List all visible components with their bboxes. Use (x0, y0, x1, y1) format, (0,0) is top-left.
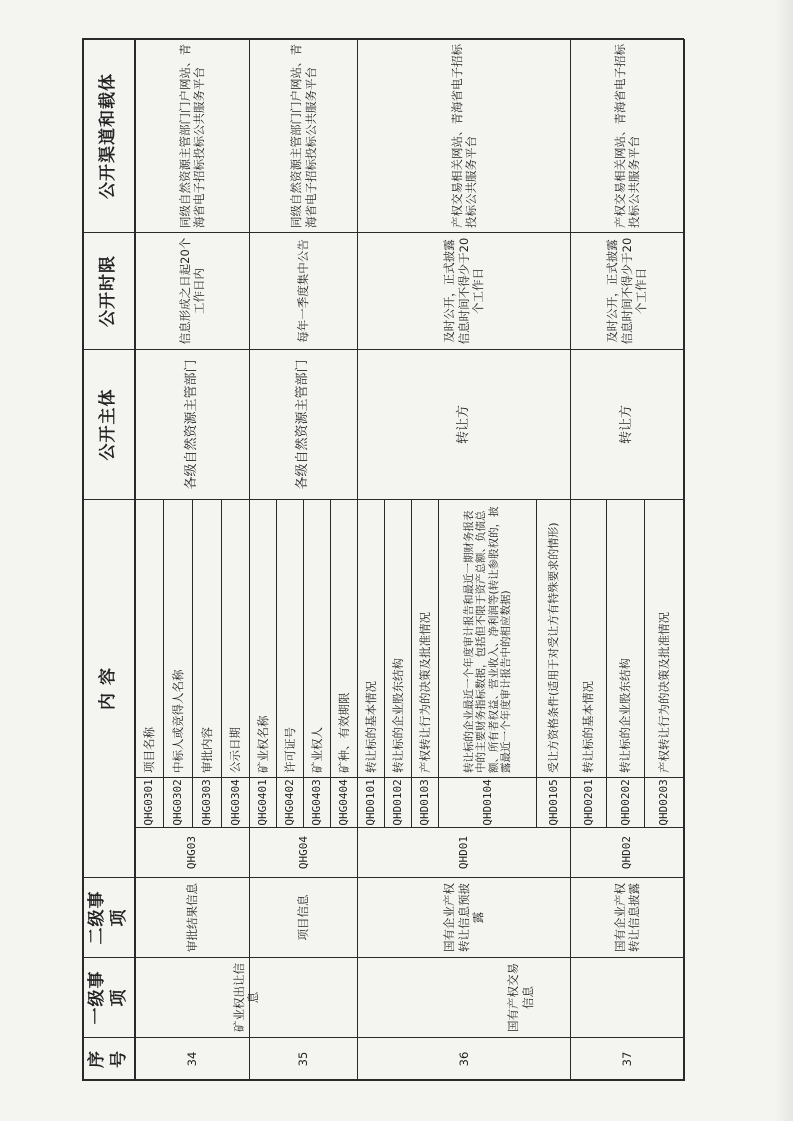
r36-item5-text: 受让方资格条件(适用于对受让方有特殊要求的情形) (546, 522, 560, 773)
header-channel: 公开渠道和载体 (97, 73, 118, 199)
r34-item1-code: QHG0301 (142, 779, 156, 826)
r37-item1-text: 转让标的基本情况 (581, 681, 596, 773)
r35-item3-text: 矿业权人 (309, 727, 324, 773)
r35-channel: 同级自然资源主管部门门户网站、青海省电子招标投标公共服务平台 (289, 44, 318, 228)
r35-seq: 35 (296, 1051, 311, 1067)
r37-deadline: 及时公开，正式披露信息时间不得少于20个工作日 (605, 237, 649, 345)
header-deadline: 公开时限 (97, 255, 118, 327)
border-bottom (683, 39, 685, 1081)
r35-code: QHG04 (296, 835, 310, 870)
r37-subject: 转让方 (618, 405, 634, 445)
r37-item1-code: QHD0201 (581, 779, 595, 826)
r36-item1-text: 转让标的基本情况 (363, 681, 378, 773)
header-seq: 序号 (87, 1050, 129, 1068)
r34-item2-code: QHG0302 (171, 779, 185, 826)
r34-subject: 各级自然资源主管部门 (183, 359, 199, 490)
r36-subject: 转让方 (455, 405, 471, 445)
r34-channel: 同级自然资源主管部门门户网站、青海省电子招标投标公共服务平台 (177, 44, 206, 228)
r35-item2-code: QHG0402 (283, 779, 297, 826)
r34-item4-text: 公示日期 (228, 727, 243, 773)
r35-item1-code: QHG0401 (256, 779, 270, 826)
r36-item3-text: 产权转让行为的决策及批准情况 (417, 612, 432, 773)
r36-level2: 国有企业产权转让信息预披露 (442, 883, 486, 952)
r36-item5-code: QHD0105 (546, 779, 560, 826)
r36-item1-code: QHD0101 (364, 779, 378, 826)
r35-item3-code: QHG0403 (310, 779, 324, 826)
r34-deadline: 信息形成之日起20个工作日内 (177, 237, 206, 345)
r35-level2: 项目信息 (296, 894, 311, 941)
r36-item3-code: QHD0103 (418, 779, 432, 826)
header-subject: 公开主体 (97, 388, 118, 461)
r35-deadline: 每年一季度集中公告 (296, 239, 311, 343)
r34-item3-code: QHG0303 (200, 779, 214, 826)
scan-shadow (775, 0, 793, 1121)
r35-item4-text: 矿种、有效期限 (336, 692, 351, 773)
r35-item2-text: 许可证号 (282, 727, 297, 773)
r34-item1-text: 项目名称 (141, 727, 156, 773)
r34-level2: 审批结果信息 (184, 883, 199, 952)
r34-seq: 34 (184, 1051, 199, 1067)
r37-item3-text: 产权转让行为的决策及批准情况 (656, 612, 671, 773)
r34-level1: 矿业权出让信息 (231, 963, 260, 1032)
r34-item4-code: QHG0304 (228, 779, 242, 826)
r37-seq: 37 (619, 1051, 634, 1067)
header-level2: 二级事项 (87, 890, 129, 945)
r36-level1: 国有产权交易信息 (506, 963, 535, 1032)
r37-item3-code: QHD0203 (657, 779, 671, 826)
r37-item2-text: 转让标的企业股东结构 (618, 658, 633, 773)
r35-item4-code: QHG0404 (337, 779, 351, 826)
r37-code: QHD02 (620, 835, 634, 870)
r36-seq: 36 (456, 1051, 471, 1067)
r34-code: QHG03 (185, 835, 199, 870)
r37-channel: 产权交易相关网站、青海省电子招标投标公共服务平台 (612, 44, 641, 228)
header-content: 内 容 (97, 667, 118, 710)
r35-subject: 各级自然资源主管部门 (295, 359, 311, 490)
r36-item2-code: QHD0102 (391, 779, 405, 826)
r37-level2: 国有企业产权转让信息披露 (612, 883, 641, 952)
r36-item4-text: 转让标的企业最近一个年度审计报告和最近一期财务报表中的主要财务指标数据，包括但不限于资产总额、负债总额、所有者权益、营业收入、净利润等(转让参股权的，披露最近一个年度审计报告中的相应数据) (463, 506, 512, 773)
r37-item2-code: QHD0202 (618, 779, 632, 826)
header-level1: 一级事项 (87, 970, 129, 1025)
r34-item3-text: 审批内容 (199, 727, 214, 773)
r35-item1-text: 矿业权名称 (255, 715, 270, 773)
r36-item2-text: 转让标的企业股东结构 (390, 658, 405, 773)
r36-deadline: 及时公开，正式披露信息时间不得少于20个工作日 (442, 237, 486, 345)
r36-code: QHD01 (457, 835, 471, 870)
r34-item2-text: 中标人或竞得人名称 (170, 669, 185, 773)
r36-channel: 产权交易相关网站、青海省电子招标投标公共服务平台 (449, 44, 478, 228)
r36-item4-code: QHD0104 (480, 779, 494, 826)
